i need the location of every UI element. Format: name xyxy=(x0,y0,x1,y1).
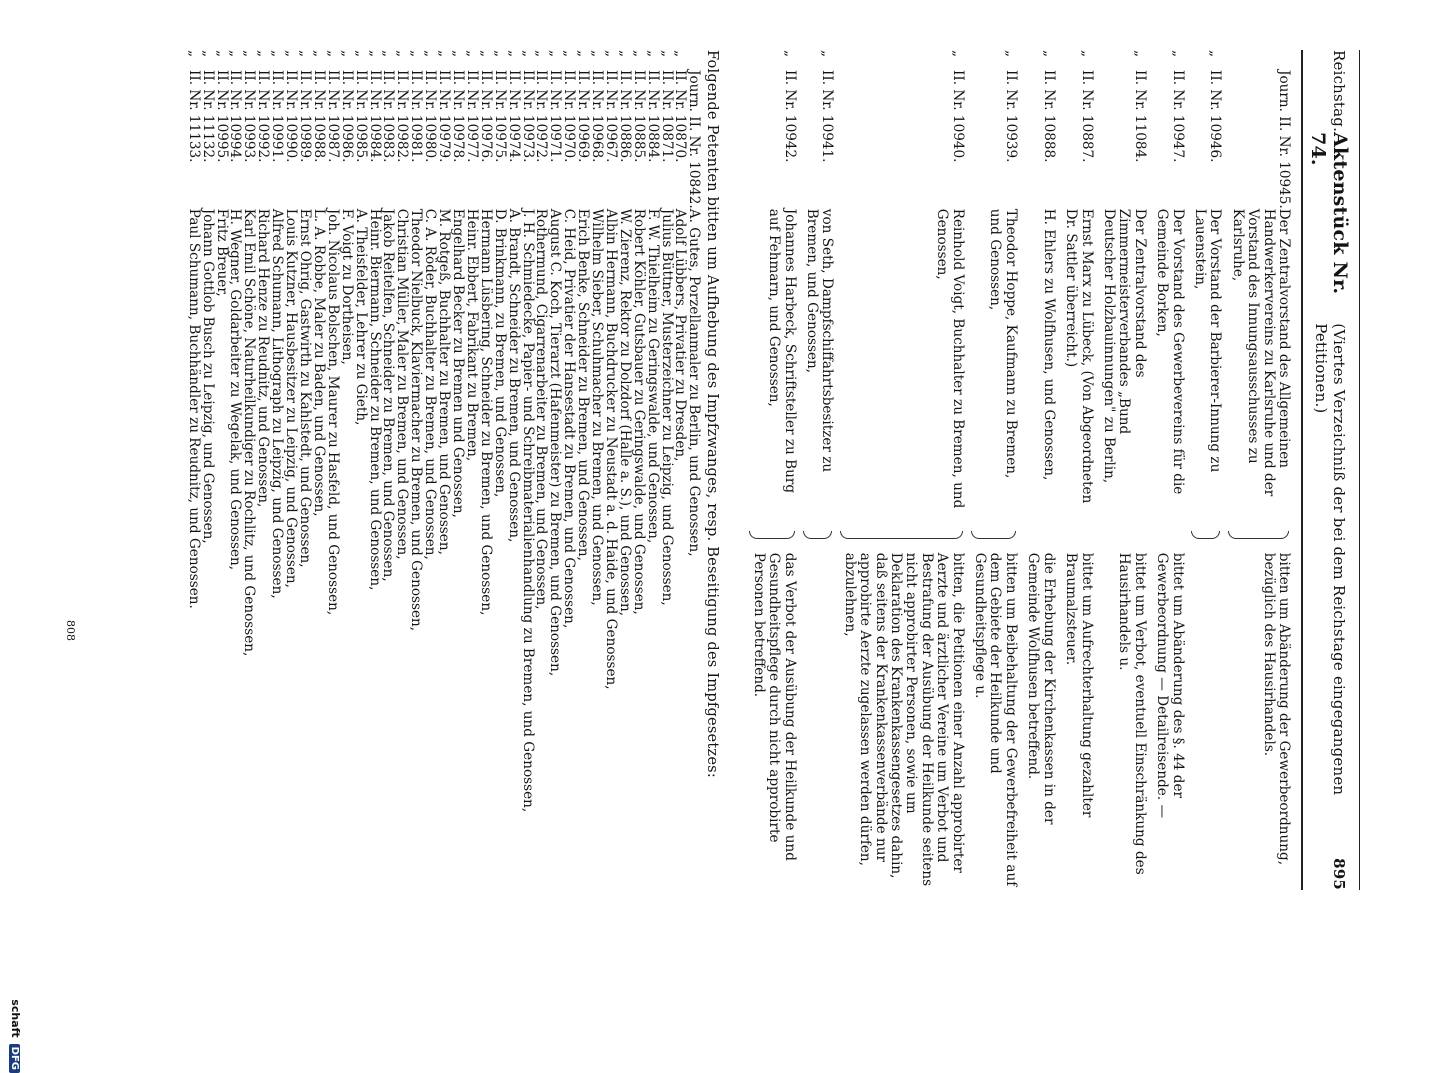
list-item xyxy=(450,50,464,890)
journal-number: II. Nr. 10946. xyxy=(1207,70,1224,163)
list-item xyxy=(506,50,520,890)
journal-number: II. Nr. 10975. xyxy=(491,70,508,163)
journal-number: II. Nr. 10989. xyxy=(297,70,314,163)
list-item xyxy=(534,50,548,890)
brace-icon xyxy=(971,531,1016,539)
ditto-mark: „ xyxy=(450,50,466,58)
petition-row xyxy=(965,50,1018,890)
list-item xyxy=(617,50,631,890)
ditto-mark: „ xyxy=(949,50,966,58)
petitioner: Erich Benke, Schneider zu Bremen, und Genossen, xyxy=(575,208,592,561)
list-item xyxy=(659,50,673,890)
list-item xyxy=(394,50,408,890)
list-item xyxy=(339,50,353,890)
brace-mark xyxy=(1018,529,1056,543)
petitioner: Theodor Nielbuck, Klaviermacher zu Bremen, und Genossen, xyxy=(408,208,425,632)
brace-icon xyxy=(1191,531,1221,539)
petition-subject: bittet um Verbot, eventuell Einschränkung des Hausirhandels u. xyxy=(1116,552,1148,875)
ditto-mark: „ xyxy=(213,50,230,58)
ditto-mark: „ xyxy=(422,50,439,58)
section-heading: Folgende Petenten bitten um Aufhebung des Impfzwanges, resp. Beseitigung des Impfgesetzes: xyxy=(704,50,722,778)
journal-number: II. Nr. 10986. xyxy=(338,70,355,163)
ditto-mark: „ xyxy=(602,50,619,58)
petitioner: August C. Koch, Tierarzt (Hafenmeister) zu Bremen, und Genossen, xyxy=(547,208,564,677)
ditto-mark: „ xyxy=(297,50,314,58)
journal-number: II. Nr. 10941. xyxy=(819,70,836,163)
journal-number: II. Nr. 10972. xyxy=(533,70,550,163)
petition-row xyxy=(1018,50,1056,890)
ditto-mark: „ xyxy=(227,50,244,58)
list-item xyxy=(631,50,645,890)
page-number: 895 xyxy=(1330,858,1348,890)
ditto-mark: „ xyxy=(505,50,522,58)
list-item xyxy=(367,50,381,890)
list-item xyxy=(242,50,256,890)
ditto-mark: „ xyxy=(781,50,798,58)
ditto-mark: „ xyxy=(1040,50,1057,58)
brace-icon xyxy=(803,531,833,539)
petition-table xyxy=(743,50,1291,890)
ditto-mark: „ xyxy=(644,50,661,58)
list-item xyxy=(436,50,450,890)
ditto-mark: „ xyxy=(283,50,300,58)
petitioner: Engelhard Becker zu Bremen und Genossen, xyxy=(450,208,466,518)
list-item xyxy=(603,50,617,890)
journal-number: II. Nr. 10978. xyxy=(450,70,466,163)
journal-number: II. Nr. 10988. xyxy=(310,70,327,163)
ditto-mark: „ xyxy=(533,50,550,58)
list-item xyxy=(408,50,422,890)
petition-row xyxy=(1056,50,1094,890)
journal-number: II. Nr. 10947. xyxy=(1169,70,1186,163)
journal-number: II. Nr. 10971. xyxy=(547,70,564,163)
list-item xyxy=(311,50,325,890)
petitioner: von Seth, Dampfschiffahrtsbesitzer zu Bremen, und Genossen, xyxy=(804,208,836,473)
journal-number: II. Nr. 10974. xyxy=(505,70,522,163)
journal-number: II. Nr. 10993. xyxy=(241,70,258,163)
ditto-mark: „ xyxy=(1131,50,1148,58)
petitioner: Hermann Lüsbering, Schneider zu Bremen, und Genossen, xyxy=(477,208,494,616)
ditto-mark: „ xyxy=(436,50,453,58)
journal-number: II. Nr. 10994. xyxy=(227,70,244,163)
petitioner: D. Brinkmann, zu Bremen, und Genossen, xyxy=(491,208,508,498)
petitioner: Theodor Hoppe, Kaufmann zu Bremen, und Genossen, xyxy=(987,208,1019,479)
journal-number: II. Nr. 10995. xyxy=(213,70,230,163)
petitioner: Der Zentralvorstand des Zimmermeisterverbandes „Bund Deutscher Holzbauinnungen" zu Berlin, xyxy=(1100,208,1148,484)
petitioner: Paul Schumann, Buchhändler zu Reudnitz, und Genossen. xyxy=(185,208,202,609)
journal-number: Journ. II. Nr. 10842. xyxy=(686,70,703,209)
ditto-mark: „ xyxy=(366,50,383,58)
list-item xyxy=(492,50,506,890)
ditto-mark: „ xyxy=(1002,50,1019,58)
journal-number: Journ. II. Nr. 10945. xyxy=(1276,70,1292,209)
petitioner: Johannes Harbeck, Schriftsteller zu Burg auf Fehmarn, und Genossen, xyxy=(766,208,798,494)
petitioner: Ernst Ohrig, Gastwirth zu Kahlstedt, und Genossen, xyxy=(297,208,314,568)
petition-subject: bitten um Abänderung der Gewerbeordnung, bezüglich des Hausirhandels. xyxy=(1260,552,1292,866)
petitioner: F. W. Thielheim zu Geringswalde, und Genossen, xyxy=(644,208,661,544)
journal-number: II. Nr. 10968. xyxy=(589,70,606,163)
ditto-mark: „ xyxy=(575,50,592,58)
petition-subject: die Erhebung der Kirchenkassen in der Gemeinde Wolfhusen betreffend. xyxy=(1025,552,1057,825)
petitioner: Robert Köhler, Gutsbauer zu Geringswalde, und Genossen, xyxy=(630,208,647,615)
petition-row xyxy=(797,50,835,890)
ditto-mark: „ xyxy=(616,50,633,58)
brace-mark xyxy=(1094,529,1147,543)
header-issue: Aktenstück Nr. 74. xyxy=(1307,132,1351,295)
journal-number: II. Nr. 10970. xyxy=(561,70,578,163)
ditto-mark: „ xyxy=(819,50,836,58)
journal-number: II. Nr. 10870. xyxy=(672,70,689,163)
petition-subject: bitten um Beibehaltung der Gewerbefreiheit auf dem Gebiete der Heilkunde und Gesundheitspflege u. xyxy=(972,552,1019,887)
ditto-mark: „ xyxy=(477,50,494,58)
petitioner: A. Brandt, Schneider zu Bremen, und Genossen, xyxy=(505,208,522,543)
dfg-logo-icon: DFG xyxy=(9,1044,20,1073)
journal-number: II. Nr. 10942. xyxy=(781,70,798,163)
list-item xyxy=(687,50,701,890)
journal-number: II. Nr. 10973. xyxy=(519,70,536,163)
petition-subject: das Verbot der Ausübung der Heilkunde und Gesundheitspflege durch nicht approbirte Personen betreffend. xyxy=(750,552,798,861)
footer-number: 808 xyxy=(64,620,77,641)
petitioner: Wilhelm Sieber, Schuhmacher zu Bremen, und Genossen, xyxy=(589,208,606,606)
ditto-mark: „ xyxy=(519,50,536,58)
ditto-mark xyxy=(1222,50,1291,70)
petition-subject xyxy=(797,543,835,890)
journal-number: II. Nr. 10987. xyxy=(324,70,341,163)
journal-number: II. Nr. 10969. xyxy=(575,70,592,163)
petitioner: Der Vorstand der Barbierer-Innung zu Lauenstein, xyxy=(1191,208,1224,473)
journal-number: II. Nr. 10884. xyxy=(644,70,661,163)
journal-number: II. Nr. 10977. xyxy=(463,70,480,163)
petition-row xyxy=(1185,50,1223,890)
journal-number: II. Nr. 10981. xyxy=(408,70,425,163)
petition-subject: bitten, die Petitionen einer Anzahl approbirter Aerzte und ärztlicher Vereine um Verbot und Bestrafung der Ausübung der Heilkunde seitens nicht approbirter Personen, sowie um Deklaration des Krankenkassengesetzes dahin, daß seitens der Krankenkassenverbände nur approbirte Aerzte zugelassen werden dürfen, abzulehnen, xyxy=(841,552,966,887)
list-item xyxy=(297,50,311,890)
petitioner: Louis Kutzner, Hausbesitzer zu Leipzig, und Genossen, xyxy=(283,208,300,588)
ditto-mark: „ xyxy=(338,50,355,58)
list-item xyxy=(547,50,561,890)
ditto-mark: „ xyxy=(408,50,425,58)
petitioner: F. Voigt zu Dortheisen, xyxy=(338,208,355,365)
list-item xyxy=(561,50,575,890)
journal-number: II. Nr. 10886. xyxy=(616,70,633,163)
list-item xyxy=(422,50,436,890)
ditto-mark: „ xyxy=(561,50,578,58)
petitioner: Fritz Breuer, xyxy=(213,208,230,297)
ditto-mark: „ xyxy=(672,50,689,58)
petition-subject: bittet um Abänderung des §. 44 der Gewerbeordnung — Detailreisende. — xyxy=(1154,552,1186,819)
brace-mark xyxy=(797,529,835,543)
list-item xyxy=(575,50,589,890)
list-item xyxy=(381,50,395,890)
ditto-mark: „ xyxy=(491,50,508,58)
brace-mark xyxy=(1147,529,1185,543)
journal-number: II. Nr. 10976. xyxy=(477,70,494,163)
ditto-mark: „ xyxy=(255,50,272,58)
list-item xyxy=(520,50,534,890)
ditto-mark: „ xyxy=(185,50,202,58)
ditto-mark xyxy=(687,50,701,70)
brace-icon xyxy=(840,531,962,539)
petitioner: M. Rotgeß, Buchhalter zu Bremen, und Genossen, xyxy=(436,208,453,555)
journal-number: II. Nr. 11133. xyxy=(185,70,202,163)
petitioner: Joh. Nicolaus Bolschen, Maurer zu Hasfeld, und Genossen, xyxy=(324,208,341,616)
list-item xyxy=(353,50,367,890)
ditto-mark: „ xyxy=(394,50,411,58)
petitioner: Heinr. Biermann, Schneider zu Bremen, und Genossen, xyxy=(366,208,383,591)
ditto-mark: „ xyxy=(241,50,258,58)
petitioner: Adolf Lübbers, Privatier zu Dresden, xyxy=(672,208,689,462)
journal-number: II. Nr. 10990. xyxy=(283,70,300,163)
journal-number: II. Nr. 10967. xyxy=(602,70,619,163)
petitioner: W. Zierenz, Rektor zu Dolzdorf (Halle a. S.), und Genossen, xyxy=(616,208,633,617)
ditto-mark: „ xyxy=(380,50,397,58)
journal-number: II. Nr. 10991. xyxy=(269,70,286,163)
ditto-mark: „ xyxy=(1078,50,1095,58)
petitioner: Heinr. Ebbert, Fabrikant zu Bremen, xyxy=(463,208,480,462)
petition-subject xyxy=(1185,543,1223,890)
petition-row xyxy=(1147,50,1185,890)
petitioner: Julius Büttner, Musterzeichner zu Leipzig, und Genossen, xyxy=(658,208,675,606)
list-item xyxy=(589,50,603,890)
ditto-mark: „ xyxy=(352,50,369,58)
brace-mark xyxy=(965,529,1018,543)
brace-icon xyxy=(1228,531,1289,539)
ditto-mark: „ xyxy=(269,50,286,58)
petition-row xyxy=(1222,50,1291,890)
journal-number: II. Nr. 10982. xyxy=(394,70,411,163)
petition-row xyxy=(743,50,796,890)
list-item xyxy=(645,50,659,890)
list-item xyxy=(214,50,228,890)
list-item xyxy=(200,50,214,890)
journal-number: II. Nr. 11132. xyxy=(199,70,216,163)
journal-number: II. Nr. 10885. xyxy=(630,70,647,163)
journal-number: II. Nr. 10887. xyxy=(1078,70,1095,163)
impf-petition-list xyxy=(186,50,701,890)
journal-number: II. Nr. 10980. xyxy=(422,70,439,163)
journal-number: II. Nr. 11084. xyxy=(1131,70,1148,163)
brace-mark xyxy=(743,529,796,543)
brace-mark xyxy=(1222,529,1291,543)
petitioner: Albin Hermann, Buchdrucker zu Neustadt a. d. Haide, und Genossen, xyxy=(602,208,619,690)
petitioner: Richard Henze zu Reudnitz, und Genossen, xyxy=(255,208,272,508)
ditto-mark: „ xyxy=(547,50,564,58)
petitioner: A. Theisfelder, Lehrer zu Gieth, xyxy=(352,208,369,426)
journal-number: II. Nr. 10992. xyxy=(255,70,272,163)
ditto-mark: „ xyxy=(310,50,327,58)
top-rule xyxy=(1359,50,1360,890)
journal-number: II. Nr. 10939. xyxy=(1002,70,1019,163)
list-item xyxy=(325,50,339,890)
ditto-mark: „ xyxy=(589,50,606,58)
petitioner: Jakob Reitelfen, Schneider zu Bremen, und Genossen, xyxy=(380,208,397,582)
petition-row xyxy=(1094,50,1147,890)
ditto-mark: „ xyxy=(463,50,480,58)
ditto-mark: „ xyxy=(199,50,216,58)
list-item xyxy=(255,50,269,890)
list-item xyxy=(228,50,242,890)
petitioner: J. H. Schmiedecke, Papier- und Schreibmaterialienhandlung zu Bremen, und Genossen, xyxy=(519,208,536,813)
petitioner: Johann Gottlob Busch zu Leipzig, und Genossen, xyxy=(199,208,216,544)
petitioner: Ernst Marx zu Lübeck, (Von Abgeordneten Dr. Sattler überreicht.) xyxy=(1063,208,1095,504)
petitioner: C. A. Röder, Buchhalter zu Bremen, und Genossen, xyxy=(422,208,439,560)
list-item xyxy=(478,50,492,890)
brace-mark xyxy=(834,529,964,543)
journal-number: II. Nr. 10979. xyxy=(436,70,453,163)
list-item xyxy=(464,50,478,890)
list-item xyxy=(186,50,200,890)
petitioner: A. Gutes, Porzellanmaler zu Berlin, und Genossen, xyxy=(686,208,703,557)
ditto-mark: „ xyxy=(1207,50,1224,58)
petitioner: Der Vorstand des Gewerbevereins für die Gemeinde Borken, xyxy=(1154,208,1186,495)
header-left: Reichstag. xyxy=(1330,50,1348,133)
ditto-mark: „ xyxy=(658,50,675,58)
petitioner: H. Ehlers zu Wolfhusen, und Genossen, xyxy=(1040,208,1057,481)
journal-number: II. Nr. 10940. xyxy=(949,70,966,163)
list-item xyxy=(283,50,297,890)
petition-subject: bittet um Aufrechterhaltung gezahlter Braumalzsteuer. xyxy=(1063,552,1095,818)
journal-number: II. Nr. 10871. xyxy=(658,70,675,163)
petitioner: Karl Emil Schöne, Naturheilkundiger zu Rochlitz, und Genossen, xyxy=(241,208,258,657)
petitioner: Reinhold Voigt, Buchhalter zu Bremen, und Genossen, xyxy=(934,208,966,509)
petition-row xyxy=(834,50,964,890)
petitioner: L. A. Robbe, Maler zu Baden, und Genossen, xyxy=(310,208,327,517)
journal-number: II. Nr. 10888. xyxy=(1040,70,1057,163)
header-title: (Viertes Verzeichniß der bei dem Reichstage eingegangenen Petitionen.) xyxy=(1312,323,1348,796)
journal-number: II. Nr. 10985. xyxy=(352,70,369,163)
petitioner: Christian Müller, Maler zu Bremen, und Genossen, xyxy=(394,208,411,560)
list-item xyxy=(673,50,687,890)
brace-mark xyxy=(1056,529,1094,543)
journal-number: II. Nr. 10983. xyxy=(380,70,397,163)
brace-icon xyxy=(749,531,794,539)
page-header xyxy=(1301,50,1351,890)
petitioner: H. Wegner, Goldarbeiter zu Wegelak, und Genossen, xyxy=(227,208,244,571)
brace-mark xyxy=(1185,529,1223,543)
petitioner: Alfred Schumann, Lithograph zu Leipzig, und Genossen, xyxy=(269,208,286,599)
ditto-mark: „ xyxy=(630,50,647,58)
petitioner: Rothermund, Cigarrenarbeiter zu Bremen, und Genossen, xyxy=(533,208,550,610)
petitioner: Der Zentralvorstand des Allgemeinen Handwerkervereins zu Karlsruhe und der Vorstand des Innungsausschusses zu Karlsruhe, xyxy=(1229,208,1292,497)
petitioner: C. Heid, Privatier der Hansestadt zu Bremen, und Genossen, xyxy=(561,208,578,629)
ditto-mark: „ xyxy=(1169,50,1186,58)
journal-number: II. Nr. 10984. xyxy=(366,70,383,163)
ditto-mark: „ xyxy=(324,50,341,58)
list-item xyxy=(269,50,283,890)
